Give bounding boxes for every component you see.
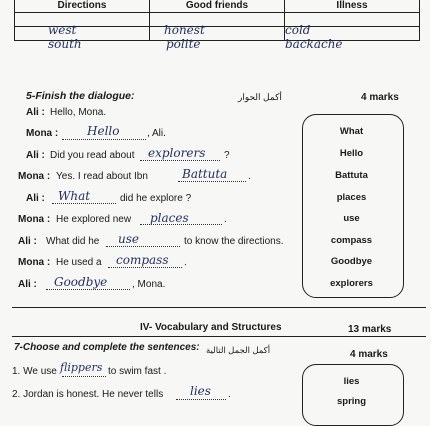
dialogue-answer: What [58, 189, 91, 203]
answer-blank [108, 267, 182, 268]
dialogue-text: ? [224, 150, 230, 161]
section4-title: IV- Vocabulary and Structures [140, 322, 282, 333]
section5-arabic-title: أكمل الحوار [238, 92, 282, 102]
dialogue-text: . [224, 214, 227, 225]
answer-blank [178, 181, 246, 182]
section5-title: 5-Finish the dialogue: [26, 90, 135, 102]
dialogue-answer: Goodbye [54, 275, 108, 289]
dialogue-text: He explored new [56, 214, 132, 225]
table-header-good-friends: Good friends [150, 0, 285, 13]
answer-blank [62, 139, 146, 140]
dialogue-answer: explorers [148, 146, 206, 160]
dialogue-text: , Ali. [147, 128, 166, 139]
word-box-item: lies [343, 376, 360, 387]
section7-marks: 4 marks [350, 349, 388, 360]
dialogue-answer: compass [116, 253, 169, 267]
dialogue-answer: Hello [87, 124, 120, 138]
speaker-label: Ali : [26, 150, 45, 161]
section-divider [12, 307, 426, 308]
answer-blank [106, 246, 180, 247]
sentence-answer: lies [190, 384, 211, 398]
table-header-directions: Directions [15, 0, 150, 13]
table-answer-west: west [48, 23, 77, 37]
dialogue-answer: use [118, 232, 139, 246]
word-box-item: What [339, 126, 364, 137]
word-box-item: explorers [330, 278, 373, 289]
section7-title: 7-Choose and complete the sentences: [14, 342, 200, 353]
table-answer-polite: polite [166, 37, 201, 51]
table-answer-cold: cold [285, 23, 311, 37]
speaker-label: Mona : [18, 257, 51, 268]
section-divider [12, 336, 426, 337]
speaker-label: Ali : [26, 107, 45, 118]
answer-blank [176, 399, 226, 400]
sentence-text: 2. Jordan is honest. He never tells [12, 389, 164, 400]
section4-marks: 13 marks [348, 324, 392, 335]
dialogue-text: did he explore ? [120, 193, 192, 204]
answer-blank [46, 289, 130, 290]
table-header-illness: Illness [285, 0, 420, 13]
dialogue-text: . [248, 171, 251, 182]
dialogue-text: , Mona. [132, 279, 166, 290]
table-answer-south: south [48, 37, 82, 51]
sentence-text: to swim fast . [108, 366, 167, 377]
speaker-label: Mona : [18, 214, 51, 225]
answer-blank [52, 203, 116, 204]
section5-marks: 4 marks [361, 92, 399, 103]
speaker-label: Ali : [26, 193, 45, 204]
dialogue-text: to know the directions. [184, 236, 284, 247]
section7-arabic-title: أكمل الجمل التالية [206, 345, 271, 355]
dialogue-answer: Battuta [182, 167, 228, 181]
answer-blank [140, 160, 220, 161]
word-box [302, 364, 404, 426]
table-header-row [15, 0, 420, 13]
table-answer-backache: backache [285, 37, 343, 51]
speaker-label: Ali : [18, 279, 37, 290]
speaker-label: Ali : [18, 236, 37, 247]
speaker-label: Mona : [18, 171, 51, 182]
dialogue-text: What did he [46, 236, 100, 247]
word-box-item: spring [336, 396, 367, 407]
dialogue-text: Hello, Mona. [50, 107, 107, 118]
word-box-item: places [336, 192, 367, 203]
word-box-item: compass [330, 235, 373, 246]
dialogue-text: Did you read about [50, 150, 135, 161]
dialogue-answer: places [150, 211, 189, 225]
dialogue-text: He used a [56, 257, 102, 268]
speaker-label: Mona : [26, 128, 59, 139]
sentence-answer: flippers [60, 361, 103, 374]
sentence-text: . [228, 389, 231, 400]
word-box-item: Battuta [335, 170, 368, 181]
word-box-item: Hello [339, 148, 364, 159]
word-box-item: use [343, 213, 360, 224]
table-answer-honest: honest [164, 23, 205, 37]
dialogue-text: Yes. I read about Ibn [56, 171, 148, 182]
word-box [302, 114, 404, 298]
dialogue-text: . [184, 257, 187, 268]
sentence-text: 1. We use [12, 366, 57, 377]
word-box-item: Goodbye [330, 256, 373, 267]
answer-blank [62, 376, 106, 377]
